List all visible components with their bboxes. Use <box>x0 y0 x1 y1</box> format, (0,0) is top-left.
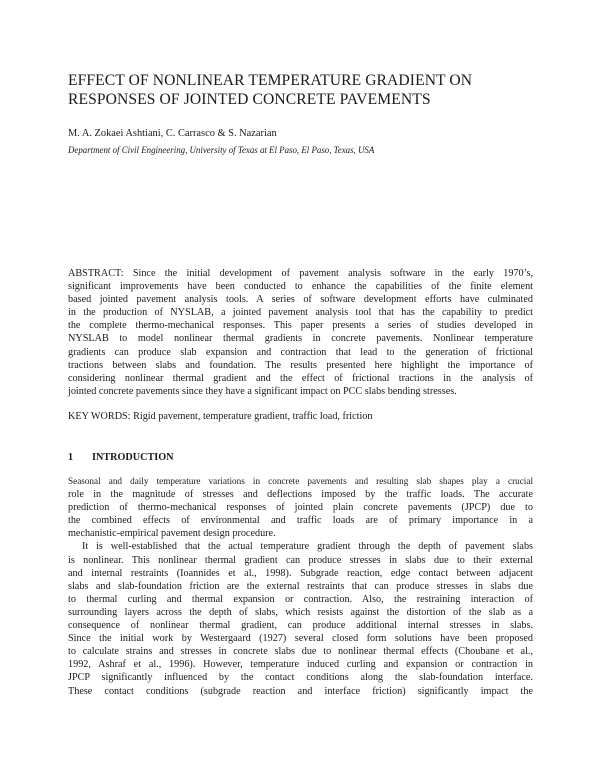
body-line: role in the magnitude of stresses and deflections imposed by the traffic loads. The accurate <box>68 489 533 501</box>
abstract-line: NYSLAB to model nonlinear thermal gradients in concrete pavements. Nonlinear temperature <box>68 333 533 345</box>
title-line-2: RESPONSES OF JOINTED CONCRETE PAVEMENTS <box>68 91 431 108</box>
abstract-line: significant improvements have been conducted to enhance the capabilities of the finite element <box>68 281 533 293</box>
section-title: INTRODUCTION <box>92 452 174 463</box>
paper-title <box>68 71 538 109</box>
body-line: to calculate strains and stresses in concrete slabs due to nonlinear thermal effects (Choubane et al., <box>68 646 533 658</box>
body-line: and internal restraints (Ioannides et al., 1998). Subgrade reaction, edge contact between adjacent <box>68 567 533 579</box>
body-line: These contact conditions (subgrade reaction and interface friction) significantly impact the <box>68 685 533 697</box>
body-line: Since the initial work by Westergaard (1927) several closed form solutions have been proposed <box>68 633 533 645</box>
section-heading <box>68 452 174 463</box>
body-line: consequence of nonlinear thermal gradient, can produce additional internal stresses in slabs. <box>68 620 533 632</box>
affiliation: Department of Civil Engineering, University of Texas at El Paso, El Paso, Texas, USA <box>68 145 375 155</box>
body-line: JPCP significantly influenced by the contact conditions along the slab-foundation interface. <box>68 672 533 684</box>
abstract <box>68 267 533 398</box>
abstract-line: tractions between slabs and foundation. The results presented here highlight the importance of <box>68 359 533 371</box>
abstract-line: based jointed pavement analysis tools. A series of software development efforts have culminated <box>68 294 533 306</box>
abstract-line: jointed concrete pavements since they have a significant impact on PCC slabs bending stresses. <box>68 385 457 397</box>
authors: M. A. Zokaei Ashtiani, C. Carrasco & S. Nazarian <box>68 128 277 139</box>
title-line-1: EFFECT OF NONLINEAR TEMPERATURE GRADIENT ON <box>68 72 473 89</box>
abstract-line: the complete thermo-mechanical responses. This paper presents a series of studies developed in <box>68 320 533 332</box>
abstract-line: gradients can produce slab expansion and contraction that lead to the generation of frictional <box>68 346 533 358</box>
section-number: 1 <box>68 452 74 463</box>
body-line: mechanistic-empirical pavement design procedure. <box>68 528 276 540</box>
abstract-line: in the production of NYSLAB, a jointed pavement analysis tool that has the capability to predict <box>68 307 533 319</box>
abstract-line: ABSTRACT: Since the initial development of pavement analysis software in the early 1970’s, <box>68 268 533 279</box>
body-line: 1992, Ashraf et al., 1996). However, temperature induced curling and expansion or contraction in <box>68 659 533 671</box>
body-line: the combined effects of environmental and traffic loads are of primary importance in a <box>68 515 533 527</box>
body-line: to thermal curling and thermal expansion or contraction. Also, the restraining interaction of <box>68 593 533 605</box>
body-line: It is well-established that the actual temperature gradient through the depth of pavement slabs <box>82 541 533 553</box>
body-line: is nonlinear. This nonlinear thermal gradient can produce stresses in slabs due to their external <box>68 554 533 566</box>
body-line: surrounding layers across the depth of slabs, which resists against the distortion of the slab as a <box>68 606 533 618</box>
body-line: prediction of thermo-mechanical responses of jointed plain concrete pavements (JPCP) due to <box>68 502 533 514</box>
body-line: slabs and slab-foundation friction are the external restraints that can produce stresses in slabs due <box>68 580 533 592</box>
introduction-body <box>68 475 533 698</box>
body-line: Seasonal and daily temperature variations in concrete pavements and resulting slab shapes play a crucial <box>68 476 533 486</box>
keywords: KEY WORDS: Rigid pavement, temperature gradient, traffic load, friction <box>68 411 373 422</box>
abstract-line: considering nonlinear thermal gradient and the effect of frictional tractions in the analysis of <box>68 372 533 384</box>
